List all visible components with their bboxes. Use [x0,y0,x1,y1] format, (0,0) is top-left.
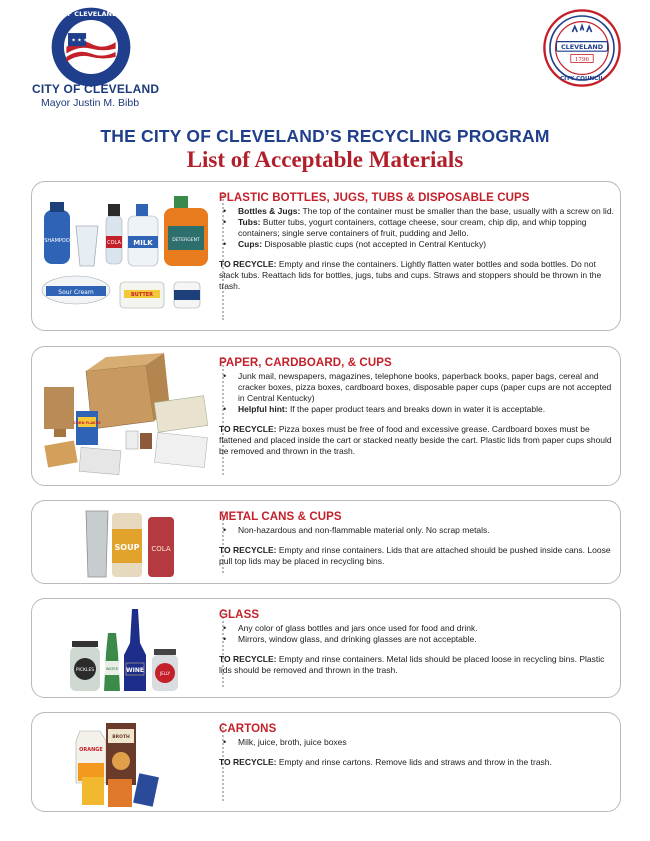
council-seal-year: 1796 [574,56,590,63]
svg-text:★ ★ ★: ★ ★ ★ [71,37,88,44]
seal-lettering: CITY OF CLEVELAND OHIO [43,9,139,18]
metal-section [31,500,621,584]
paper-section [31,346,621,486]
svg-text:SHAMPOO: SHAMPOO [44,238,70,244]
svg-text:MILK: MILK [133,239,153,247]
list-item: • Milk, juice, broth, juice boxes [219,737,615,748]
svg-text:COLA: COLA [107,240,121,246]
glass-bottles-illustration [36,603,216,695]
bullet-list [219,737,615,748]
council-seal-ring: CITY COUNCIL [560,76,604,82]
recycle-instructions: TO RECYCLE: Empty and rinse containers. Metal lids should be placed loose in recycling bins. Plastic lids should be removed and thrown in the trash. [219,654,605,675]
svg-text:BROTH: BROTH [112,735,130,740]
plastic-containers-illustration [36,186,216,326]
mayor-name: Mayor Justin M. Bibb [41,97,140,109]
bullet-list [219,623,615,645]
svg-text:JELLY: JELLY [159,671,171,676]
recycle-instructions: TO RECYCLE: Empty and rinse containers. Lids that are attached should be pushed inside cans. Loose pull top lids may be placed in recycling bins. [219,545,611,566]
list-item: • Mirrors, window glass, and drinking glasses are not acceptable. [219,634,615,645]
bullet-list [219,525,615,536]
city-council-seal [542,8,622,88]
section-title: PLASTIC BOTTLES, JUGS, TUBS & DISPOSABLE CUPS [219,192,530,204]
bullet-list [219,371,615,415]
plastic-section [31,181,621,331]
svg-text:BUTTER: BUTTER [130,292,154,298]
glass-section [31,598,621,698]
materials-subtitle: List of Acceptable Materials [186,147,464,172]
cartons-illustration [36,717,216,809]
recycle-instructions: TO RECYCLE: Empty and rinse the containers. Lightly flatten water bottles and soda bottles. Do not stack tubs. Reattach lids for bottles, jugs, tubs and cups. Straws and stoppers should be thrown in the trash. [219,259,602,291]
metal-cans-illustration [36,505,216,581]
list-item: • Helpful hint: If the paper product tears and breaks down in water it is acceptable. [219,404,615,415]
svg-text:PICKLES: PICKLES [75,668,95,673]
city-of-cleveland-seal [43,6,139,88]
svg-text:WATER: WATER [105,667,119,671]
svg-text:COLA: COLA [151,545,171,553]
list-item: • Non-hazardous and non-flammable material only. No scrap metals. [219,525,615,536]
list-item: • Junk mail, newspapers, magazines, telephone books, paperback books, paper bags, cereal and cracker boxes, pizza boxes, cardboard boxes, disposable paper cups (paper cups are not accepted in Central Kentucky) [219,371,615,404]
list-item: • Tubs: Butter tubs, yogurt containers, cottage cheese, sour cream, chip dip, and whip topping containers; single serve containers of fruit, pudding and Jello. [219,217,615,239]
svg-text:ORANGE: ORANGE [79,747,103,753]
svg-text:Sour Cream: Sour Cream [58,289,94,296]
svg-text:CORN FLAKES: CORN FLAKES [73,421,101,425]
program-title: THE CITY OF CLEVELAND’S RECYCLING PROGRAM [100,126,550,146]
page-header [0,0,650,115]
recycle-instructions: TO RECYCLE: Pizza boxes must be free of food and excessive grease. Cardboard boxes must be flattened and placed inside the cart or stacked neatly beside the cart. Plastic lids from paper cups should be removed and thrown in the trash. [219,424,612,456]
cartons-text [219,723,615,768]
list-item: • Any color of glass bottles and jars once used for food and drink. [219,623,615,634]
bullet-list [219,206,615,250]
section-title: PAPER, CARDBOARD, & CUPS [219,357,392,369]
svg-text:WINE: WINE [126,667,144,674]
paper-text [219,357,615,457]
list-item: • Cups: Disposable plastic cups (not accepted in Central Kentucky) [219,239,615,250]
svg-text:DETERGENT: DETERGENT [172,238,200,243]
section-title: CARTONS [219,723,277,735]
recycle-instructions: TO RECYCLE: Empty and rinse cartons. Remove lids and straws and throw in the trash. [219,757,552,767]
glass-text [219,609,615,676]
section-title: GLASS [219,609,260,621]
cartons-section [31,712,621,812]
paper-cardboard-illustration [36,351,216,481]
section-title: METAL CANS & CUPS [219,511,342,523]
council-seal-name: CLEVELAND [560,42,604,51]
city-name: CITY OF CLEVELAND [32,82,160,96]
list-item: • Bottles & Jugs: The top of the container must be smaller than the base, usually with a screw on lid. [219,206,615,217]
plastic-text [219,192,615,292]
svg-text:SOUP: SOUP [114,543,140,552]
metal-text [219,511,615,567]
